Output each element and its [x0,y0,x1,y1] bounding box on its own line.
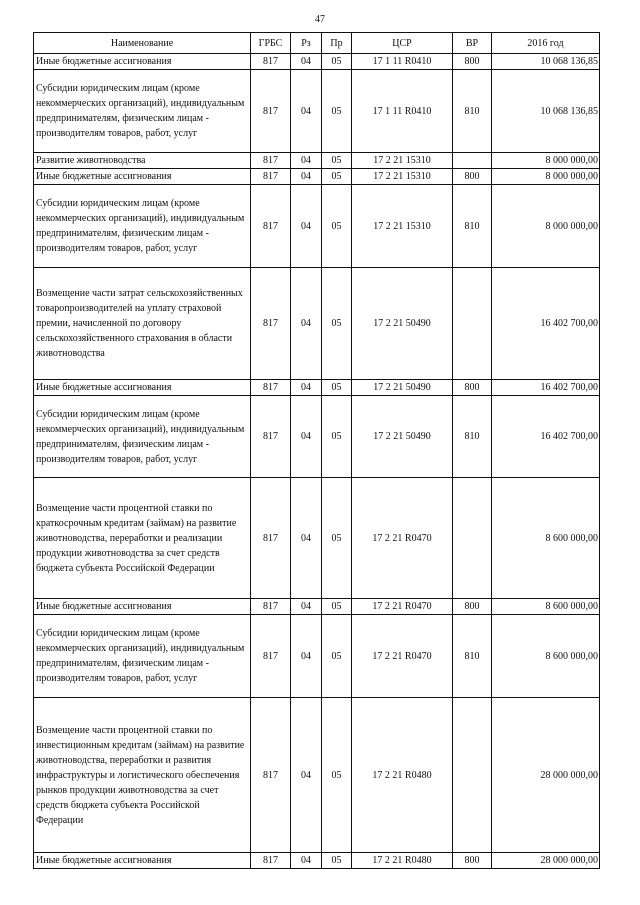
row-sum: 10 068 136,85 [492,54,600,70]
row-vr: 800 [453,380,492,396]
row-vr: 810 [453,185,492,268]
row-grbs: 817 [251,54,291,70]
header-year: 2016 год [492,33,600,54]
row-csr: 17 2 21 R0470 [352,615,453,698]
row-name: Развитие животноводства [34,153,251,169]
row-sum: 8 600 000,00 [492,615,600,698]
table-row [34,615,600,698]
table-row [34,380,600,396]
row-grbs: 817 [251,853,291,869]
table-row [34,153,600,169]
row-name: Возмещение части затрат сельскохозяйственных товаропроизводителей на уплату страховой премии, начисленной по договору сельскохозяйственного страхования в области животноводства [34,268,251,380]
row-rz: 04 [291,169,322,185]
row-csr: 17 2 21 50490 [352,396,453,478]
row-csr: 17 2 21 R0480 [352,853,453,869]
header-vr: ВР [453,33,492,54]
row-name: Иные бюджетные ассигнования [34,380,251,396]
table-row [34,169,600,185]
row-pr: 05 [322,599,352,615]
page-number: 47 [315,14,325,25]
table-row [34,268,600,380]
row-grbs: 817 [251,599,291,615]
table-header-row [34,33,600,54]
row-grbs: 817 [251,70,291,153]
table-row [34,70,600,153]
row-rz: 04 [291,478,322,599]
row-grbs: 817 [251,615,291,698]
row-name: Субсидии юридическим лицам (кроме некоммерческих организаций), индивидуальным предпринимателям, физическим лицам - производителям товаров, работ, услуг [34,396,251,478]
row-pr: 05 [322,615,352,698]
row-vr: 810 [453,615,492,698]
row-sum: 8 000 000,00 [492,153,600,169]
row-name: Возмещение части процентной ставки по инвестиционным кредитам (займам) на развитие животноводства, переработки и развития инфраструктуры и логистического обеспечения рынков продукции животноводства за счет средств бюджета субъекта Российской Федерации [34,698,251,853]
row-pr: 05 [322,185,352,268]
row-vr: 800 [453,54,492,70]
row-csr: 17 2 21 R0470 [352,478,453,599]
row-pr: 05 [322,169,352,185]
row-vr: 810 [453,70,492,153]
row-csr: 17 2 21 15310 [352,153,453,169]
table-row [34,185,600,268]
row-grbs: 817 [251,698,291,853]
row-rz: 04 [291,185,322,268]
row-grbs: 817 [251,478,291,599]
header-csr: ЦСР [352,33,453,54]
table-row [34,698,600,853]
row-csr: 17 2 21 50490 [352,268,453,380]
row-pr: 05 [322,153,352,169]
row-grbs: 817 [251,185,291,268]
row-rz: 04 [291,54,322,70]
row-pr: 05 [322,54,352,70]
row-grbs: 817 [251,153,291,169]
row-csr: 17 2 21 15310 [352,169,453,185]
row-name: Иные бюджетные ассигнования [34,54,251,70]
row-csr: 17 1 11 R0410 [352,54,453,70]
row-vr: 810 [453,396,492,478]
row-grbs: 817 [251,396,291,478]
header-grbs: ГРБС [251,33,291,54]
row-sum: 10 068 136,85 [492,70,600,153]
table-row [34,54,600,70]
table-row [34,599,600,615]
row-csr: 17 1 11 R0410 [352,70,453,153]
row-vr [453,153,492,169]
row-sum: 28 000 000,00 [492,698,600,853]
row-rz: 04 [291,698,322,853]
table-row [34,853,600,869]
row-grbs: 817 [251,268,291,380]
row-name: Иные бюджетные ассигнования [34,169,251,185]
row-pr: 05 [322,396,352,478]
row-pr: 05 [322,70,352,153]
row-vr: 800 [453,169,492,185]
row-pr: 05 [322,853,352,869]
row-pr: 05 [322,478,352,599]
row-sum: 8 000 000,00 [492,185,600,268]
row-rz: 04 [291,268,322,380]
row-vr: 800 [453,599,492,615]
row-sum: 16 402 700,00 [492,380,600,396]
row-sum: 8 600 000,00 [492,478,600,599]
row-sum: 16 402 700,00 [492,396,600,478]
row-rz: 04 [291,153,322,169]
row-name: Субсидии юридическим лицам (кроме некоммерческих организаций), индивидуальным предпринимателям, физическим лицам - производителям товаров, работ, услуг [34,615,251,698]
row-sum: 8 600 000,00 [492,599,600,615]
row-pr: 05 [322,380,352,396]
row-sum: 28 000 000,00 [492,853,600,869]
row-vr [453,478,492,599]
row-rz: 04 [291,599,322,615]
row-rz: 04 [291,615,322,698]
row-sum: 16 402 700,00 [492,268,600,380]
table-row [34,396,600,478]
row-vr: 800 [453,853,492,869]
row-vr [453,698,492,853]
row-name: Субсидии юридическим лицам (кроме некоммерческих организаций), индивидуальным предпринимателям, физическим лицам - производителям товаров, работ, услуг [34,185,251,268]
row-sum: 8 000 000,00 [492,169,600,185]
row-pr: 05 [322,268,352,380]
row-pr: 05 [322,698,352,853]
row-csr: 17 2 21 15310 [352,185,453,268]
row-rz: 04 [291,380,322,396]
header-pr: Пр [322,33,352,54]
table-row [34,478,600,599]
row-csr: 17 2 21 R0470 [352,599,453,615]
row-name: Субсидии юридическим лицам (кроме некоммерческих организаций), индивидуальным предпринимателям, физическим лицам - производителям товаров, работ, услуг [34,70,251,153]
row-rz: 04 [291,396,322,478]
row-rz: 04 [291,853,322,869]
header-rz: Рз [291,33,322,54]
header-name: Наименование [34,33,251,54]
row-rz: 04 [291,70,322,153]
row-name: Возмещение части процентной ставки по краткосрочным кредитам (займам) на развитие животноводства, переработки и реализации продукции животноводства за счет средств бюджета субъекта Российской Федерации [34,478,251,599]
row-name: Иные бюджетные ассигнования [34,599,251,615]
row-csr: 17 2 21 50490 [352,380,453,396]
row-vr [453,268,492,380]
table-body [34,54,600,869]
row-csr: 17 2 21 R0480 [352,698,453,853]
budget-table [33,32,600,869]
row-grbs: 817 [251,169,291,185]
row-name: Иные бюджетные ассигнования [34,853,251,869]
row-grbs: 817 [251,380,291,396]
